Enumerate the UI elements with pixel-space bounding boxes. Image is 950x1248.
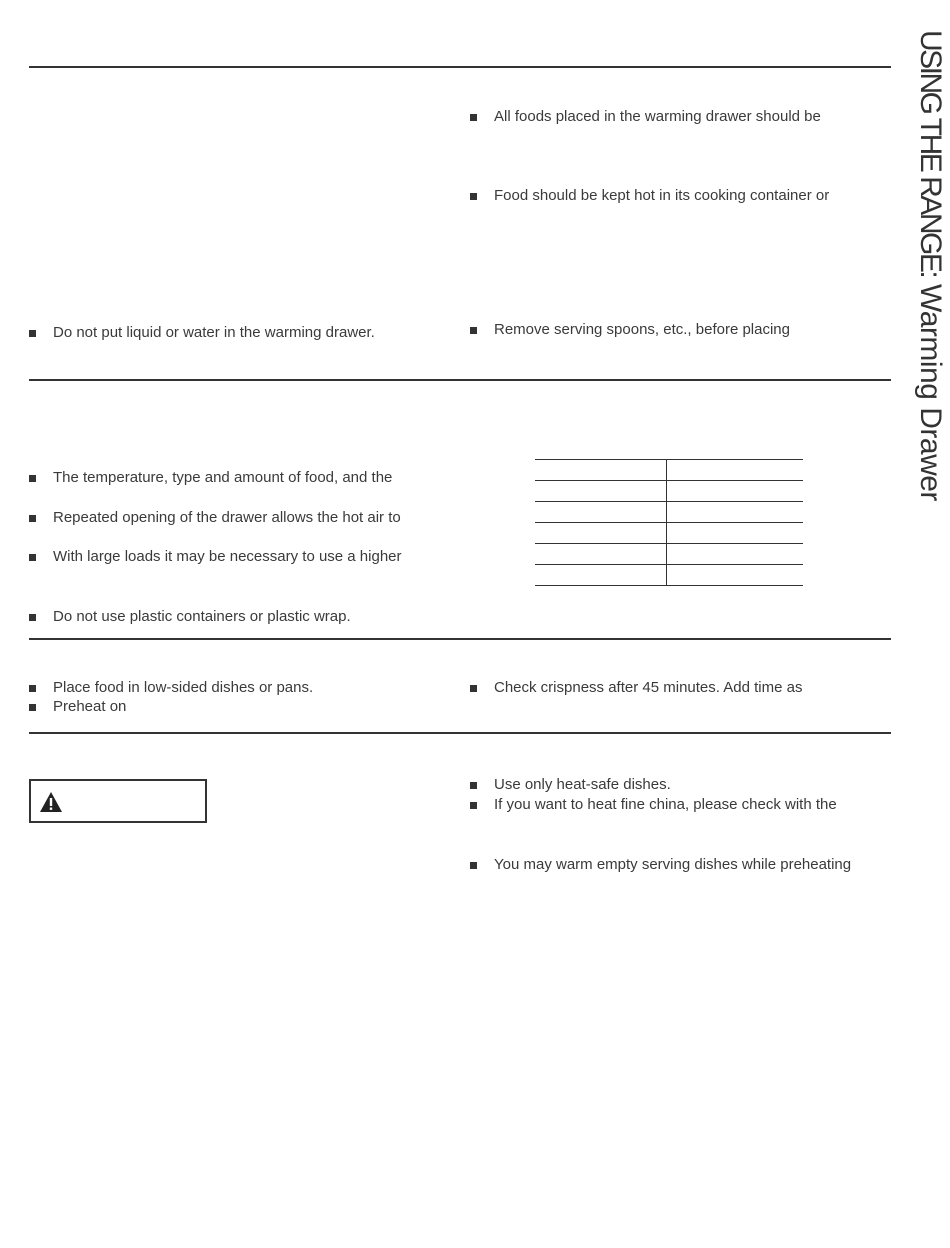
bullet-text: If you want to heat fine china, please check with the: [494, 796, 837, 813]
table-row: [535, 565, 803, 586]
bullet-square-icon: [470, 685, 477, 692]
caution-box: [29, 779, 207, 823]
table-cell: [667, 523, 804, 544]
bullet-text: Repeated opening of the drawer allows the hot air to: [53, 509, 401, 526]
bullet-text: Place food in low-sided dishes or pans.: [53, 679, 314, 696]
table-cell: [535, 565, 667, 586]
warning-triangle-icon: [39, 791, 63, 813]
table-cell: [535, 481, 667, 502]
bullet-text: Food should be kept hot in its cooking container or: [494, 187, 830, 204]
bullet-square-icon: [29, 614, 36, 621]
bullet-square-icon: [470, 862, 477, 869]
table-row: [535, 481, 803, 502]
bullet-square-icon: [29, 330, 36, 337]
table-row: [535, 502, 803, 523]
bullet-text: You may warm empty serving dishes while preheating: [494, 856, 852, 873]
bullet-text: Remove serving spoons, etc., before placing: [494, 321, 790, 338]
table-cell: [667, 460, 804, 481]
bullet-text: All foods placed in the warming drawer should be: [494, 108, 821, 125]
table-cell: [535, 460, 667, 481]
bullet-square-icon: [470, 327, 477, 334]
section-rule-4: [29, 732, 891, 734]
bullet-text: With large loads it may be necessary to use a higher: [53, 548, 402, 565]
table-cell: [667, 502, 804, 523]
table-cell: [535, 523, 667, 544]
bullet-square-icon: [29, 704, 36, 711]
bullet-square-icon: [29, 685, 36, 692]
bullet-square-icon: [29, 475, 36, 482]
side-title-part2: Warming Drawer: [914, 276, 947, 501]
table-cell: [667, 481, 804, 502]
section-rule-3: [29, 638, 891, 640]
table-cell: [535, 544, 667, 565]
bullet-text: Use only heat-safe dishes.: [494, 776, 671, 793]
section-rule-2: [29, 379, 891, 381]
table-cell: [667, 565, 804, 586]
bullet-square-icon: [470, 782, 477, 789]
bullet-text: The temperature, type and amount of food, and the: [53, 469, 393, 486]
section-rule-1: [29, 66, 891, 68]
table-row: [535, 523, 803, 544]
settings-table: [535, 459, 803, 586]
table-cell: [667, 544, 804, 565]
bullet-square-icon: [29, 554, 36, 561]
bullet-square-icon: [29, 515, 36, 522]
bullet-text: Do not put liquid or water in the warming drawer.: [53, 324, 375, 341]
bullet-text: Preheat on: [53, 698, 127, 715]
table-row: [535, 460, 803, 481]
bullet-square-icon: [470, 193, 477, 200]
bullet-square-icon: [470, 114, 477, 121]
table-cell: [535, 502, 667, 523]
bullet-text: Check crispness after 45 minutes. Add time as: [494, 679, 803, 696]
side-title-part1: USING THE RANGE:: [914, 30, 947, 277]
table-row: [535, 544, 803, 565]
bullet-square-icon: [470, 802, 477, 809]
side-title: [915, 30, 945, 501]
bullet-text: Do not use plastic containers or plastic wrap.: [53, 608, 351, 625]
